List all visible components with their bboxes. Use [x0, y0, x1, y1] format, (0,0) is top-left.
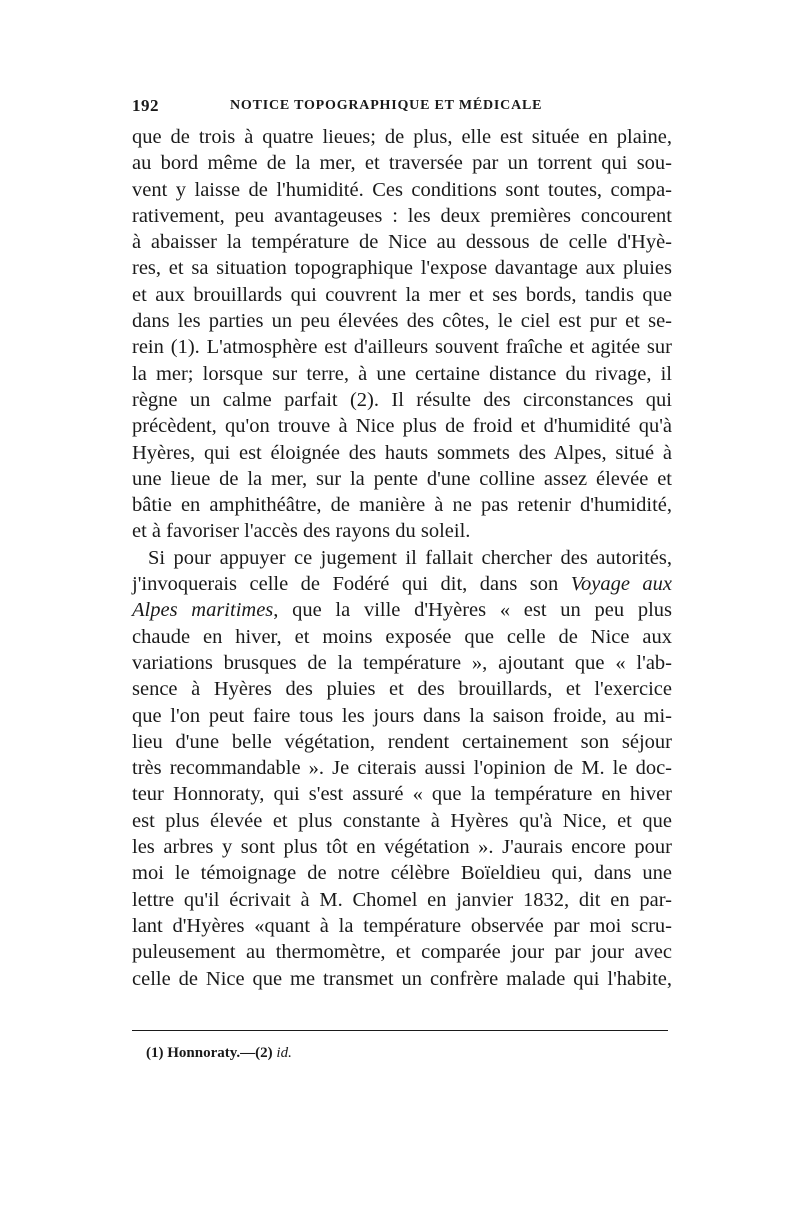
text-line: précèdent, qu'on trouve à Nice plus de froid et d'humidité qu'à	[132, 415, 672, 438]
text-line: rativement, peu avantageuses : les deux premières concourent	[132, 204, 672, 227]
text-line: chaude en hiver, et moins exposée que celle de Nice aux	[132, 625, 672, 648]
text-line: lettre qu'il écrivait à M. Chomel en janvier 1832, dit en par-	[132, 888, 672, 911]
text-line: lant d'Hyères «quant à la température observée par moi scru-	[132, 914, 672, 937]
text-line: vent y laisse de l'humidité. Ces conditions sont toutes, compa-	[132, 178, 672, 201]
text-line-with-title	[132, 597, 672, 623]
text-line: au bord même de la mer, et traversée par un torrent qui sou-	[132, 152, 672, 175]
body-text	[132, 124, 672, 992]
text-segment: , que la ville d'Hyères « est un peu plus	[273, 599, 672, 622]
page-number: 192	[132, 96, 159, 115]
text-segment: j'invoquerais celle de Fodéré qui dit, dans son	[132, 573, 571, 596]
text-line: que de trois à quatre lieues; de plus, elle est située en plaine,	[132, 126, 672, 148]
text-line: variations brusques de la température », ajoutant que « l'ab-	[132, 651, 672, 674]
text-line: Si pour appuyer ce jugement il fallait chercher des autorités,	[148, 546, 672, 569]
text-line: celle de Nice que me transmet un confrère malade qui l'habite,	[132, 967, 672, 990]
text-line: règne un calme parfait (2). Il résulte des circonstances qui	[132, 388, 672, 411]
text-line: Hyères, qui est éloignée des hauts sommets des Alpes, situé à	[132, 441, 672, 464]
footnote-italic: id.	[276, 1045, 292, 1061]
text-line: les arbres y sont plus tôt en végétation ». J'aurais encore pour	[132, 836, 672, 859]
text-line: est plus élevée et plus constante à Hyères qu'à Nice, et que	[132, 809, 672, 832]
text-line: rein (1). L'atmosphère est d'ailleurs souvent fraîche et agitée sur	[132, 336, 672, 359]
text-line: sence à Hyères des pluies et des brouillards, et l'exercice	[132, 678, 672, 701]
running-head	[132, 96, 672, 120]
book-title-italic: Voyage aux	[570, 573, 672, 596]
text-line-with-title	[132, 571, 672, 597]
text-line: res, et sa situation topographique l'expose davantage aux pluies	[132, 257, 672, 280]
text-line: moi le témoignage de notre célèbre Boïeldieu qui, dans une	[132, 862, 672, 885]
text-line: lieu d'une belle végétation, rendent certainement son séjour	[132, 730, 672, 753]
text-line: teur Honnoraty, qui s'est assuré « que la température en hiver	[132, 783, 672, 806]
text-line: à abaisser la température de Nice au dessous de celle d'Hyè-	[132, 231, 672, 254]
footnote-text: (1) Honnoraty.—(2)	[146, 1045, 277, 1061]
book-title-italic: Alpes maritimes	[132, 599, 274, 622]
text-line: puleusement au thermomètre, et comparée jour par jour avec	[132, 941, 672, 964]
text-line: que l'on peut faire tous les jours dans la saison froide, au mi-	[132, 704, 672, 727]
footnote	[146, 1045, 292, 1062]
text-line: une lieue de la mer, sur la pente d'une colline assez élevée et	[132, 467, 672, 490]
running-title: NOTICE TOPOGRAPHIQUE ET MÉDICALE	[230, 98, 543, 113]
text-line: très recommandable ». Je citerais aussi l'opinion de M. le doc-	[132, 757, 672, 780]
footnote-divider	[132, 1030, 668, 1031]
text-line: et à favoriser l'accès des rayons du soleil.	[132, 520, 471, 543]
text-line: et aux brouillards qui couvrent la mer et ses bords, tandis que	[132, 283, 672, 306]
text-line: la mer; lorsque sur terre, à une certaine distance du rivage, il	[132, 362, 672, 385]
text-line: dans les parties un peu élevées des côtes, le ciel est pur et se-	[132, 310, 672, 333]
text-line: bâtie en amphithéâtre, de manière à ne pas retenir d'humidité,	[132, 494, 672, 517]
